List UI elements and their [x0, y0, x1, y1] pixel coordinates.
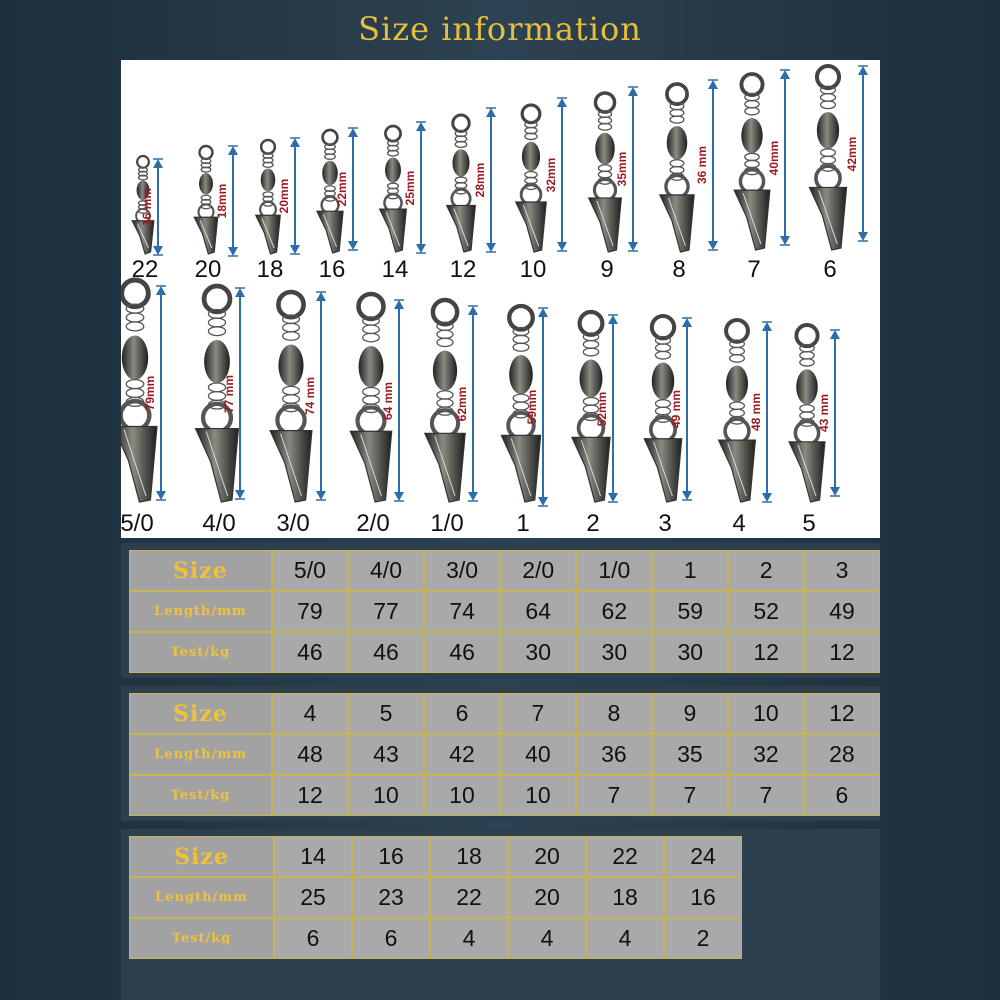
test-value-cell: 46 — [348, 632, 424, 673]
size-value-cell: 3 — [804, 550, 880, 591]
dimension-arrow — [762, 322, 772, 502]
spec-row-size — [129, 550, 880, 591]
page-title: Size information — [358, 10, 642, 48]
length-annotation: 42mm — [845, 136, 859, 171]
swivel-icon — [447, 115, 476, 252]
length-annotation: 49 mm — [669, 389, 683, 429]
size-label: 10 — [519, 256, 547, 283]
size-value-cell: 24 — [664, 836, 742, 877]
size-value-cell: 2 — [728, 550, 804, 591]
spec-row-size — [129, 693, 880, 734]
size-label: 18 — [256, 256, 284, 283]
dimension-arrow — [153, 159, 163, 255]
dimension-arrow — [468, 306, 478, 501]
dimension-arrow — [316, 292, 326, 500]
spec-table-2 — [129, 693, 880, 816]
test-value-cell: 46 — [272, 632, 348, 673]
size-value-cell: 9 — [652, 693, 728, 734]
length-annotation: 59mm — [525, 389, 539, 425]
size-value-cell: 5 — [348, 693, 424, 734]
length-header-cell: Length/mm — [129, 591, 272, 632]
length-header-cell: Length/mm — [129, 877, 274, 918]
swivel-icon — [516, 105, 546, 252]
length-value-cell: 43 — [348, 734, 424, 775]
test-value-cell: 4 — [508, 918, 586, 959]
size-value-cell: 18 — [430, 836, 508, 877]
dimension-arrow — [235, 288, 245, 499]
length-value-cell: 35 — [652, 734, 728, 775]
size-value-cell: 8 — [576, 693, 652, 734]
size-label: 5/0 — [120, 510, 154, 537]
dimension-arrow — [708, 80, 718, 250]
size-value-cell: 6 — [424, 693, 500, 734]
dimension-arrow — [628, 87, 638, 251]
length-annotation: 18mm — [215, 183, 229, 219]
spec-row-length — [129, 591, 880, 632]
test-value-cell: 10 — [424, 775, 500, 816]
dimension-arrow — [682, 318, 692, 500]
size-label: 12 — [449, 256, 477, 283]
dimension-arrow — [486, 108, 496, 252]
size-label: 4/0 — [202, 510, 236, 537]
dimension-arrow — [228, 146, 238, 256]
size-label: 1 — [516, 510, 530, 537]
length-value-cell: 77 — [348, 591, 424, 632]
length-annotation: 20mm — [277, 178, 291, 214]
spec-table-block-1 — [121, 543, 880, 678]
length-value-cell: 23 — [352, 877, 430, 918]
length-value-cell: 74 — [424, 591, 500, 632]
test-value-cell: 2 — [664, 918, 742, 959]
test-value-cell: 30 — [576, 632, 652, 673]
dimension-arrow — [830, 330, 840, 496]
dimension-arrow — [608, 315, 618, 502]
test-value-cell: 12 — [728, 632, 804, 673]
size-value-cell: 22 — [586, 836, 664, 877]
spec-row-length — [129, 734, 880, 775]
length-value-cell: 28 — [804, 734, 880, 775]
size-value-cell: 12 — [804, 693, 880, 734]
dimension-arrow — [156, 286, 166, 500]
length-annotation: 52mm — [595, 391, 609, 426]
spec-table-1 — [129, 550, 880, 673]
dimension-arrow — [858, 66, 868, 241]
dimension-arrow — [348, 128, 358, 250]
length-value-cell: 36 — [576, 734, 652, 775]
length-value-cell: 40 — [500, 734, 576, 775]
length-value-cell: 52 — [728, 591, 804, 632]
test-value-cell: 7 — [652, 775, 728, 816]
test-header-cell: Test/kg — [129, 632, 272, 673]
length-value-cell: 32 — [728, 734, 804, 775]
test-value-cell: 4 — [586, 918, 664, 959]
length-header-cell: Length/mm — [129, 734, 272, 775]
dimension-arrow — [538, 308, 548, 506]
size-value-cell: 16 — [352, 836, 430, 877]
size-label: 14 — [381, 256, 409, 283]
swivel-icon — [734, 74, 770, 250]
length-annotation: 74 mm — [303, 376, 317, 416]
length-annotation: 48 mm — [749, 392, 763, 432]
size-label: 3 — [658, 510, 672, 537]
length-annotation: 77 mm — [222, 374, 236, 413]
size-value-cell: 20 — [508, 836, 586, 877]
size-value-cell: 4/0 — [348, 550, 424, 591]
size-label: 20 — [194, 256, 222, 283]
size-label: 7 — [747, 256, 761, 283]
length-annotation: 64 mm — [381, 381, 395, 420]
size-label: 6 — [823, 256, 837, 283]
size-value-cell: 5/0 — [272, 550, 348, 591]
size-value-cell: 1/0 — [576, 550, 652, 591]
dimension-arrow — [416, 122, 426, 253]
spec-table-block-2 — [121, 686, 880, 821]
spec-row-size — [129, 836, 742, 877]
dimension-arrow — [290, 138, 300, 254]
dimension-arrow — [394, 300, 404, 501]
size-value-cell: 2/0 — [500, 550, 576, 591]
size-header-cell: Size — [129, 550, 272, 591]
dimension-arrow — [557, 98, 567, 251]
length-value-cell: 49 — [804, 591, 880, 632]
size-value-cell: 1 — [652, 550, 728, 591]
dimension-arrow — [780, 70, 790, 245]
spec-row-length — [129, 877, 742, 918]
length-value-cell: 79 — [272, 591, 348, 632]
length-value-cell: 25 — [274, 877, 352, 918]
length-value-cell: 59 — [652, 591, 728, 632]
swivel-illustration — [121, 60, 880, 538]
test-value-cell: 4 — [430, 918, 508, 959]
length-annotation: 43 mm — [817, 393, 831, 433]
test-value-cell: 12 — [272, 775, 348, 816]
test-value-cell: 30 — [652, 632, 728, 673]
swivel-icon — [809, 66, 846, 250]
size-label: 3/0 — [276, 510, 310, 537]
length-annotation: 22mm — [335, 171, 349, 207]
test-value-cell: 6 — [352, 918, 430, 959]
test-value-cell: 6 — [274, 918, 352, 959]
spec-row-test — [129, 632, 880, 673]
length-annotation: 25mm — [403, 170, 417, 205]
size-label: 1/0 — [430, 510, 464, 537]
length-value-cell: 16 — [664, 877, 742, 918]
length-value-cell: 42 — [424, 734, 500, 775]
length-annotation: 32mm — [544, 157, 558, 192]
length-annotation: 79mm — [143, 375, 157, 411]
size-label: 5 — [802, 510, 816, 537]
size-label: 9 — [600, 256, 614, 283]
test-value-cell: 7 — [728, 775, 804, 816]
test-value-cell: 46 — [424, 632, 500, 673]
length-value-cell: 64 — [500, 591, 576, 632]
test-value-cell: 6 — [804, 775, 880, 816]
spec-table-3 — [129, 836, 742, 959]
size-value-cell: 14 — [274, 836, 352, 877]
size-value-cell: 7 — [500, 693, 576, 734]
length-annotation: 28mm — [473, 162, 487, 198]
test-header-cell: Test/kg — [129, 775, 272, 816]
test-value-cell: 10 — [348, 775, 424, 816]
length-annotation: 62mm — [455, 386, 469, 421]
test-value-cell: 7 — [576, 775, 652, 816]
size-header-cell: Size — [129, 836, 274, 877]
spec-row-test — [129, 775, 880, 816]
length-value-cell: 22 — [430, 877, 508, 918]
size-header-cell: Size — [129, 693, 272, 734]
size-label: 4 — [732, 510, 746, 537]
size-label: 2 — [586, 510, 600, 537]
length-annotation: 16 mm — [140, 187, 154, 227]
test-header-cell: Test/kg — [129, 918, 274, 959]
length-annotation: 35mm — [615, 151, 629, 187]
swivel-icon — [660, 84, 694, 252]
size-value-cell: 4 — [272, 693, 348, 734]
length-value-cell: 20 — [508, 877, 586, 918]
size-label: 16 — [318, 256, 346, 283]
test-value-cell: 12 — [804, 632, 880, 673]
test-value-cell: 30 — [500, 632, 576, 673]
size-value-cell: 10 — [728, 693, 804, 734]
length-annotation: 40mm — [767, 140, 781, 175]
length-value-cell: 48 — [272, 734, 348, 775]
length-value-cell: 18 — [586, 877, 664, 918]
swivel-size-photo — [121, 60, 880, 538]
size-label: 2/0 — [356, 510, 390, 537]
length-value-cell: 62 — [576, 591, 652, 632]
test-value-cell: 10 — [500, 775, 576, 816]
spec-table-block-3 — [121, 829, 880, 1000]
size-label: 8 — [672, 256, 686, 283]
length-annotation: 36 mm — [695, 145, 709, 185]
spec-row-test — [129, 918, 742, 959]
size-value-cell: 3/0 — [424, 550, 500, 591]
size-label: 22 — [131, 256, 159, 283]
